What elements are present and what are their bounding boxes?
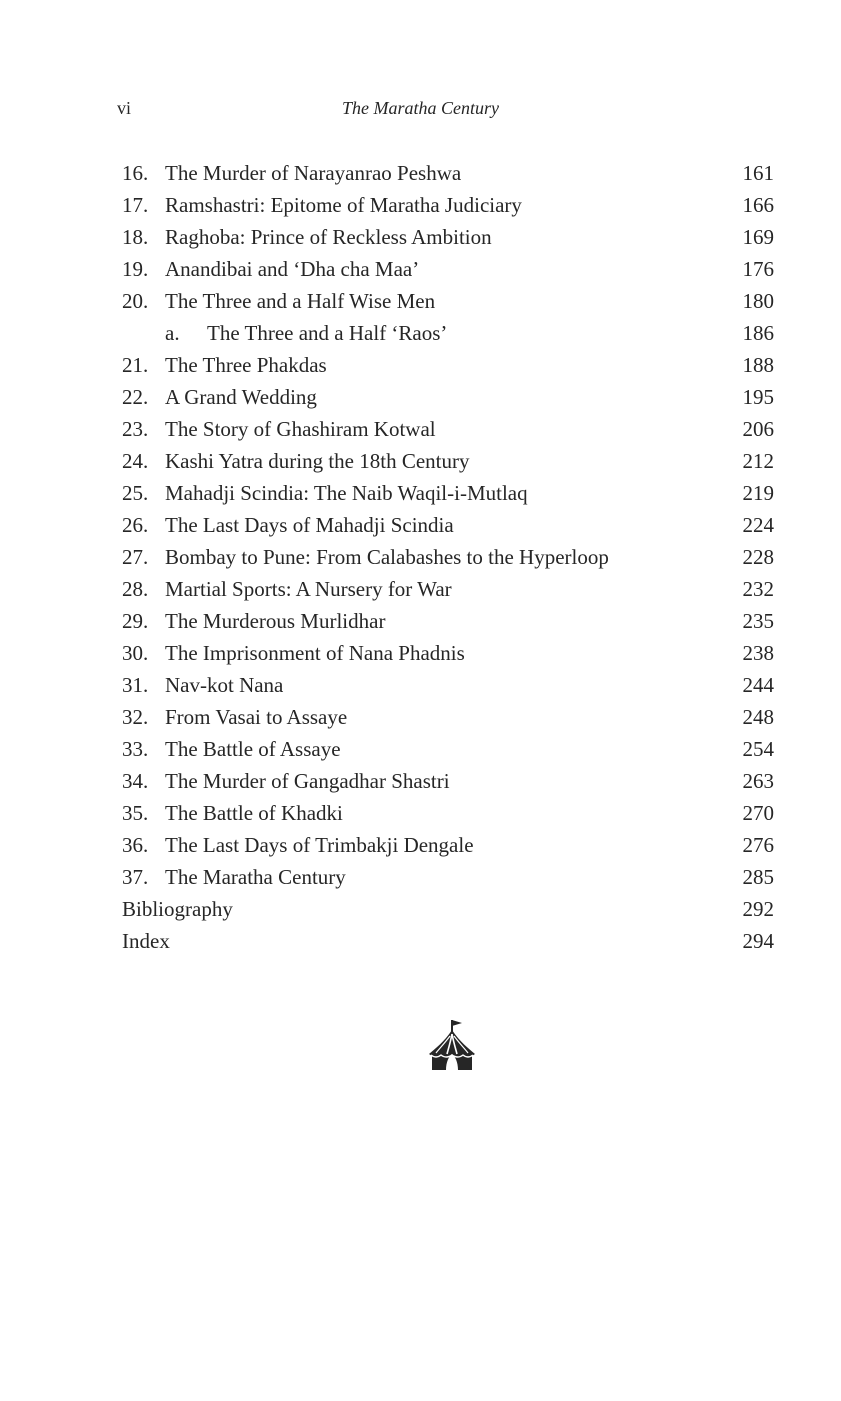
toc-entry-page: 224 (742, 513, 774, 537)
toc-entry-title: The Three and a Half ‘Raos’ (207, 321, 448, 345)
toc-entry-page: 169 (742, 225, 774, 249)
running-title: The Maratha Century (342, 98, 499, 118)
toc-entry (122, 573, 774, 605)
toc-entry (122, 253, 774, 285)
table-of-contents (122, 157, 774, 957)
toc-entry-page: 270 (742, 801, 774, 825)
toc-entry (122, 189, 774, 221)
toc-entry-page: 244 (742, 673, 774, 697)
toc-entry-title: The Last Days of Mahadji Scindia (165, 513, 454, 537)
toc-entry-number: 31. (122, 673, 149, 697)
toc-entry-title: The Three and a Half Wise Men (165, 289, 436, 313)
toc-entry-page: 232 (742, 577, 774, 601)
toc-entry-title: The Maratha Century (165, 865, 346, 889)
toc-entry (122, 733, 774, 765)
toc-entry-page: 248 (742, 705, 774, 729)
toc-entry (122, 765, 774, 797)
tent-ornament-icon (426, 1018, 478, 1072)
toc-entry (122, 701, 774, 733)
toc-entry-page: 176 (742, 257, 774, 281)
toc-entry-page: 206 (742, 417, 774, 441)
toc-entry-number: 24. (122, 449, 149, 473)
toc-entry-page: 276 (742, 833, 774, 857)
page-header (0, 98, 841, 128)
toc-entry-number: 29. (122, 609, 149, 633)
toc-entry-page: 285 (742, 865, 774, 889)
toc-entry-title: From Vasai to Assaye (165, 705, 348, 729)
toc-entry (122, 637, 774, 669)
toc-entry-number: 27. (122, 545, 149, 569)
toc-entry-title: Ramshastri: Epitome of Maratha Judiciary (165, 193, 522, 217)
toc-entry-number: 26. (122, 513, 149, 537)
toc-entry-title: Martial Sports: A Nursery for War (165, 577, 452, 601)
toc-entry (122, 797, 774, 829)
toc-entry-number: 16. (122, 161, 149, 185)
toc-entry-title: Anandibai and ‘Dha cha Maa’ (165, 257, 420, 281)
toc-entry-title: Kashi Yatra during the 18th Century (165, 449, 470, 473)
toc-entry-title: Bibliography (122, 897, 233, 921)
toc-entry-page: 263 (742, 769, 774, 793)
toc-entry-number: a. (165, 321, 180, 345)
toc-entry-index (122, 925, 774, 957)
toc-entry (122, 861, 774, 893)
toc-entry-number: 30. (122, 641, 149, 665)
toc-entry-number: 18. (122, 225, 149, 249)
toc-entry-title: The Murder of Gangadhar Shastri (165, 769, 450, 793)
toc-entry-bibliography (122, 893, 774, 925)
toc-entry-page: 235 (742, 609, 774, 633)
toc-entry (122, 477, 774, 509)
tent-ornament-graphic (426, 1018, 478, 1072)
toc-entry-number: 37. (122, 865, 149, 889)
toc-entry-page: 228 (742, 545, 774, 569)
toc-subentry (122, 317, 774, 349)
toc-entry-number: 32. (122, 705, 149, 729)
toc-entry-title: Bombay to Pune: From Calabashes to the Hyperloop (165, 545, 609, 569)
toc-entry-page: 292 (742, 897, 774, 921)
toc-entry-page: 195 (742, 385, 774, 409)
toc-entry (122, 381, 774, 413)
toc-entry-title: Raghoba: Prince of Reckless Ambition (165, 225, 492, 249)
toc-entry-number: 23. (122, 417, 149, 441)
toc-entry-page: 180 (742, 289, 774, 313)
toc-entry-title: The Battle of Assaye (165, 737, 341, 761)
toc-entry (122, 413, 774, 445)
toc-entry-title: The Murder of Narayanrao Peshwa (165, 161, 462, 185)
toc-entry-number: 19. (122, 257, 149, 281)
toc-entry-number: 34. (122, 769, 149, 793)
toc-entry-page: 219 (742, 481, 774, 505)
page-number: vi (117, 98, 132, 118)
toc-entry-number: 20. (122, 289, 149, 313)
toc-entry-title: The Three Phakdas (165, 353, 327, 377)
toc-entry (122, 829, 774, 861)
toc-entry-page: 186 (742, 321, 774, 345)
toc-entry (122, 541, 774, 573)
toc-entry-title: The Story of Ghashiram Kotwal (165, 417, 436, 441)
toc-entry (122, 669, 774, 701)
toc-entry-title: The Battle of Khadki (165, 801, 343, 825)
toc-entry (122, 157, 774, 189)
toc-entry-title: Mahadji Scindia: The Naib Waqil-i-Mutlaq (165, 481, 528, 505)
toc-entry-page: 254 (742, 737, 774, 761)
toc-entry-title: The Last Days of Trimbakji Dengale (165, 833, 474, 857)
toc-entry-page: 161 (742, 161, 774, 185)
toc-entry-number: 17. (122, 193, 149, 217)
toc-entry (122, 349, 774, 381)
toc-entry (122, 221, 774, 253)
toc-entry-page: 238 (742, 641, 774, 665)
toc-entry-number: 35. (122, 801, 149, 825)
toc-entry (122, 509, 774, 541)
toc-entry-page: 212 (742, 449, 774, 473)
toc-entry (122, 445, 774, 477)
toc-entry-number: 36. (122, 833, 149, 857)
toc-entry-page: 188 (742, 353, 774, 377)
toc-entry-number: 25. (122, 481, 149, 505)
toc-entry-title: A Grand Wedding (165, 385, 317, 409)
toc-entry-number: 28. (122, 577, 149, 601)
toc-entry (122, 285, 774, 317)
toc-entry-number: 22. (122, 385, 149, 409)
toc-entry-number: 21. (122, 353, 149, 377)
toc-entry-title: Index (122, 929, 170, 953)
toc-entry-title: The Murderous Murlidhar (165, 609, 386, 633)
toc-entry-title: Nav-kot Nana (165, 673, 284, 697)
toc-entry (122, 605, 774, 637)
toc-entry-page: 294 (742, 929, 774, 953)
toc-entry-title: The Imprisonment of Nana Phadnis (165, 641, 465, 665)
toc-entry-number: 33. (122, 737, 149, 761)
toc-entry-page: 166 (742, 193, 774, 217)
